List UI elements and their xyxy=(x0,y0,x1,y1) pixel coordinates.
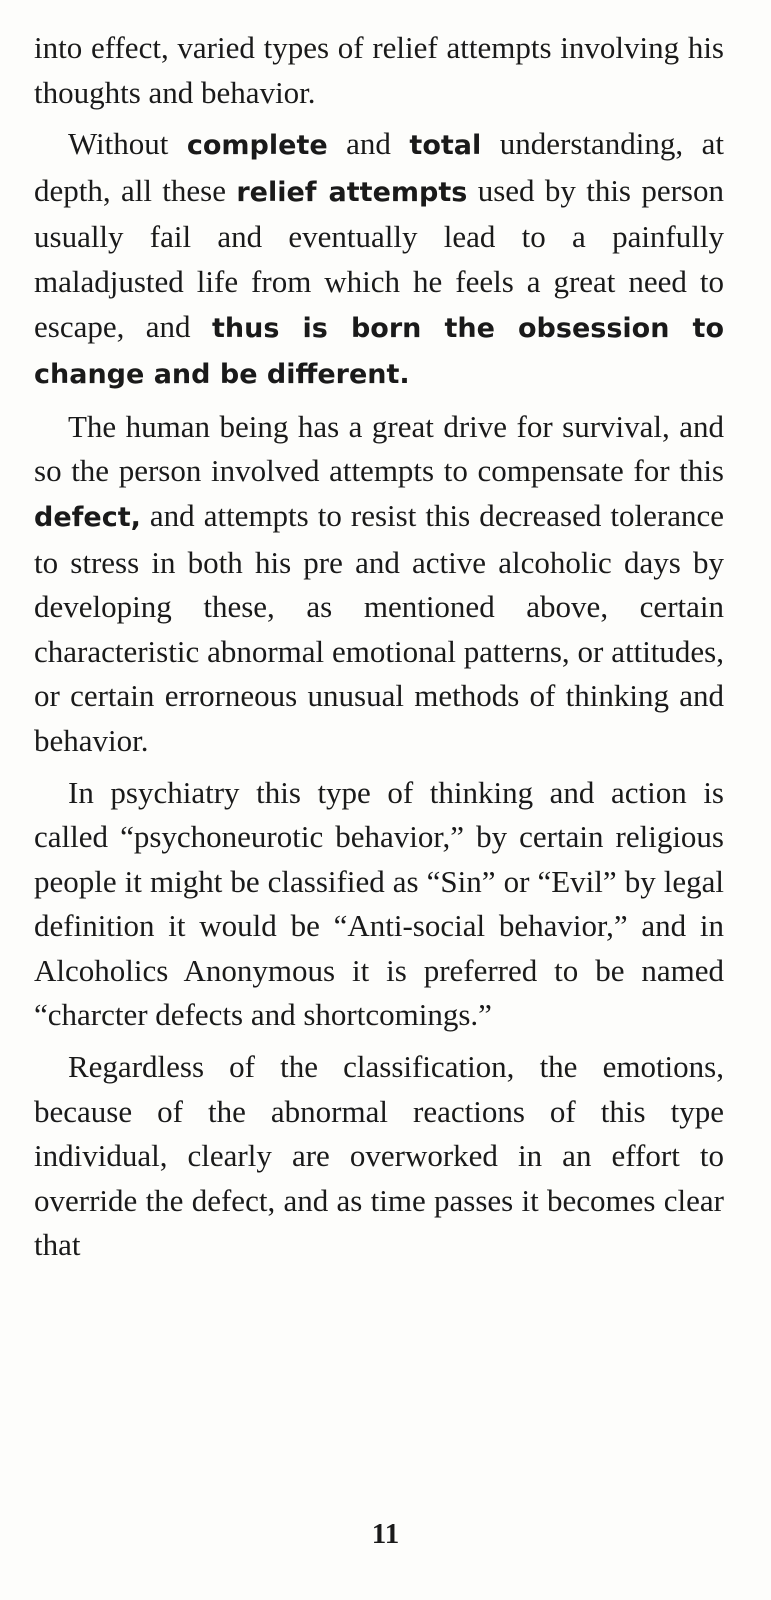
paragraph-text: into effect, varied types of relief attempts involving his thoughts and behavior. xyxy=(34,30,724,110)
emphasis-text: defect, xyxy=(34,501,141,533)
paragraph-text: Without xyxy=(68,126,187,162)
paragraph-text: Regardless of the classification, the emotions, because of the abnormal reactions of this type individual, clearly are overworked in an effort to override the defect, and as time passes it becomes clear that xyxy=(34,1049,724,1263)
paragraph-4 xyxy=(34,771,724,1039)
paragraph-text: and xyxy=(327,126,410,162)
paragraph-2 xyxy=(34,122,724,398)
paragraph-5 xyxy=(34,1045,724,1268)
paragraph-1 xyxy=(34,26,724,115)
paragraph-text: understanding, at depth, all these xyxy=(34,126,725,208)
paragraph-text: The human being has a great drive for survival, and so the person involved attempts to compensate for this xyxy=(34,408,724,489)
body-text xyxy=(34,26,724,1268)
page-number: 11 xyxy=(371,1518,400,1550)
emphasis-text: relief attempts xyxy=(236,176,468,208)
paragraph-text: In psychiatry this type of thinking and action is called “psychoneurotic behavior,” by certain religious people it might be classified as “Sin” or “Evil” by legal definition it would be “Anti-social behavior,” and in Alcoholics Anonymous it is preferred to be named “charcter defects and shortcomings.” xyxy=(34,774,724,1033)
paragraph-3 xyxy=(34,405,724,764)
paragraph-text: and attempts to resist this decreased tolerance to stress in both his pre and active alcoholic days by developing these, as mentioned above, certain characteristic abnormal emotional patterns, or attitudes, or certain errorneous unusual methods of thinking and behavior. xyxy=(34,497,724,758)
emphasis-text: total xyxy=(409,130,482,162)
emphasis-text: thus is born the obsession to change and be different. xyxy=(34,312,724,391)
emphasis-text: complete xyxy=(186,130,328,162)
paragraph-text: used by this person usually fail and eventually lead to a painfully maladjusted life from which he feels a great need to escape, and xyxy=(34,172,724,344)
